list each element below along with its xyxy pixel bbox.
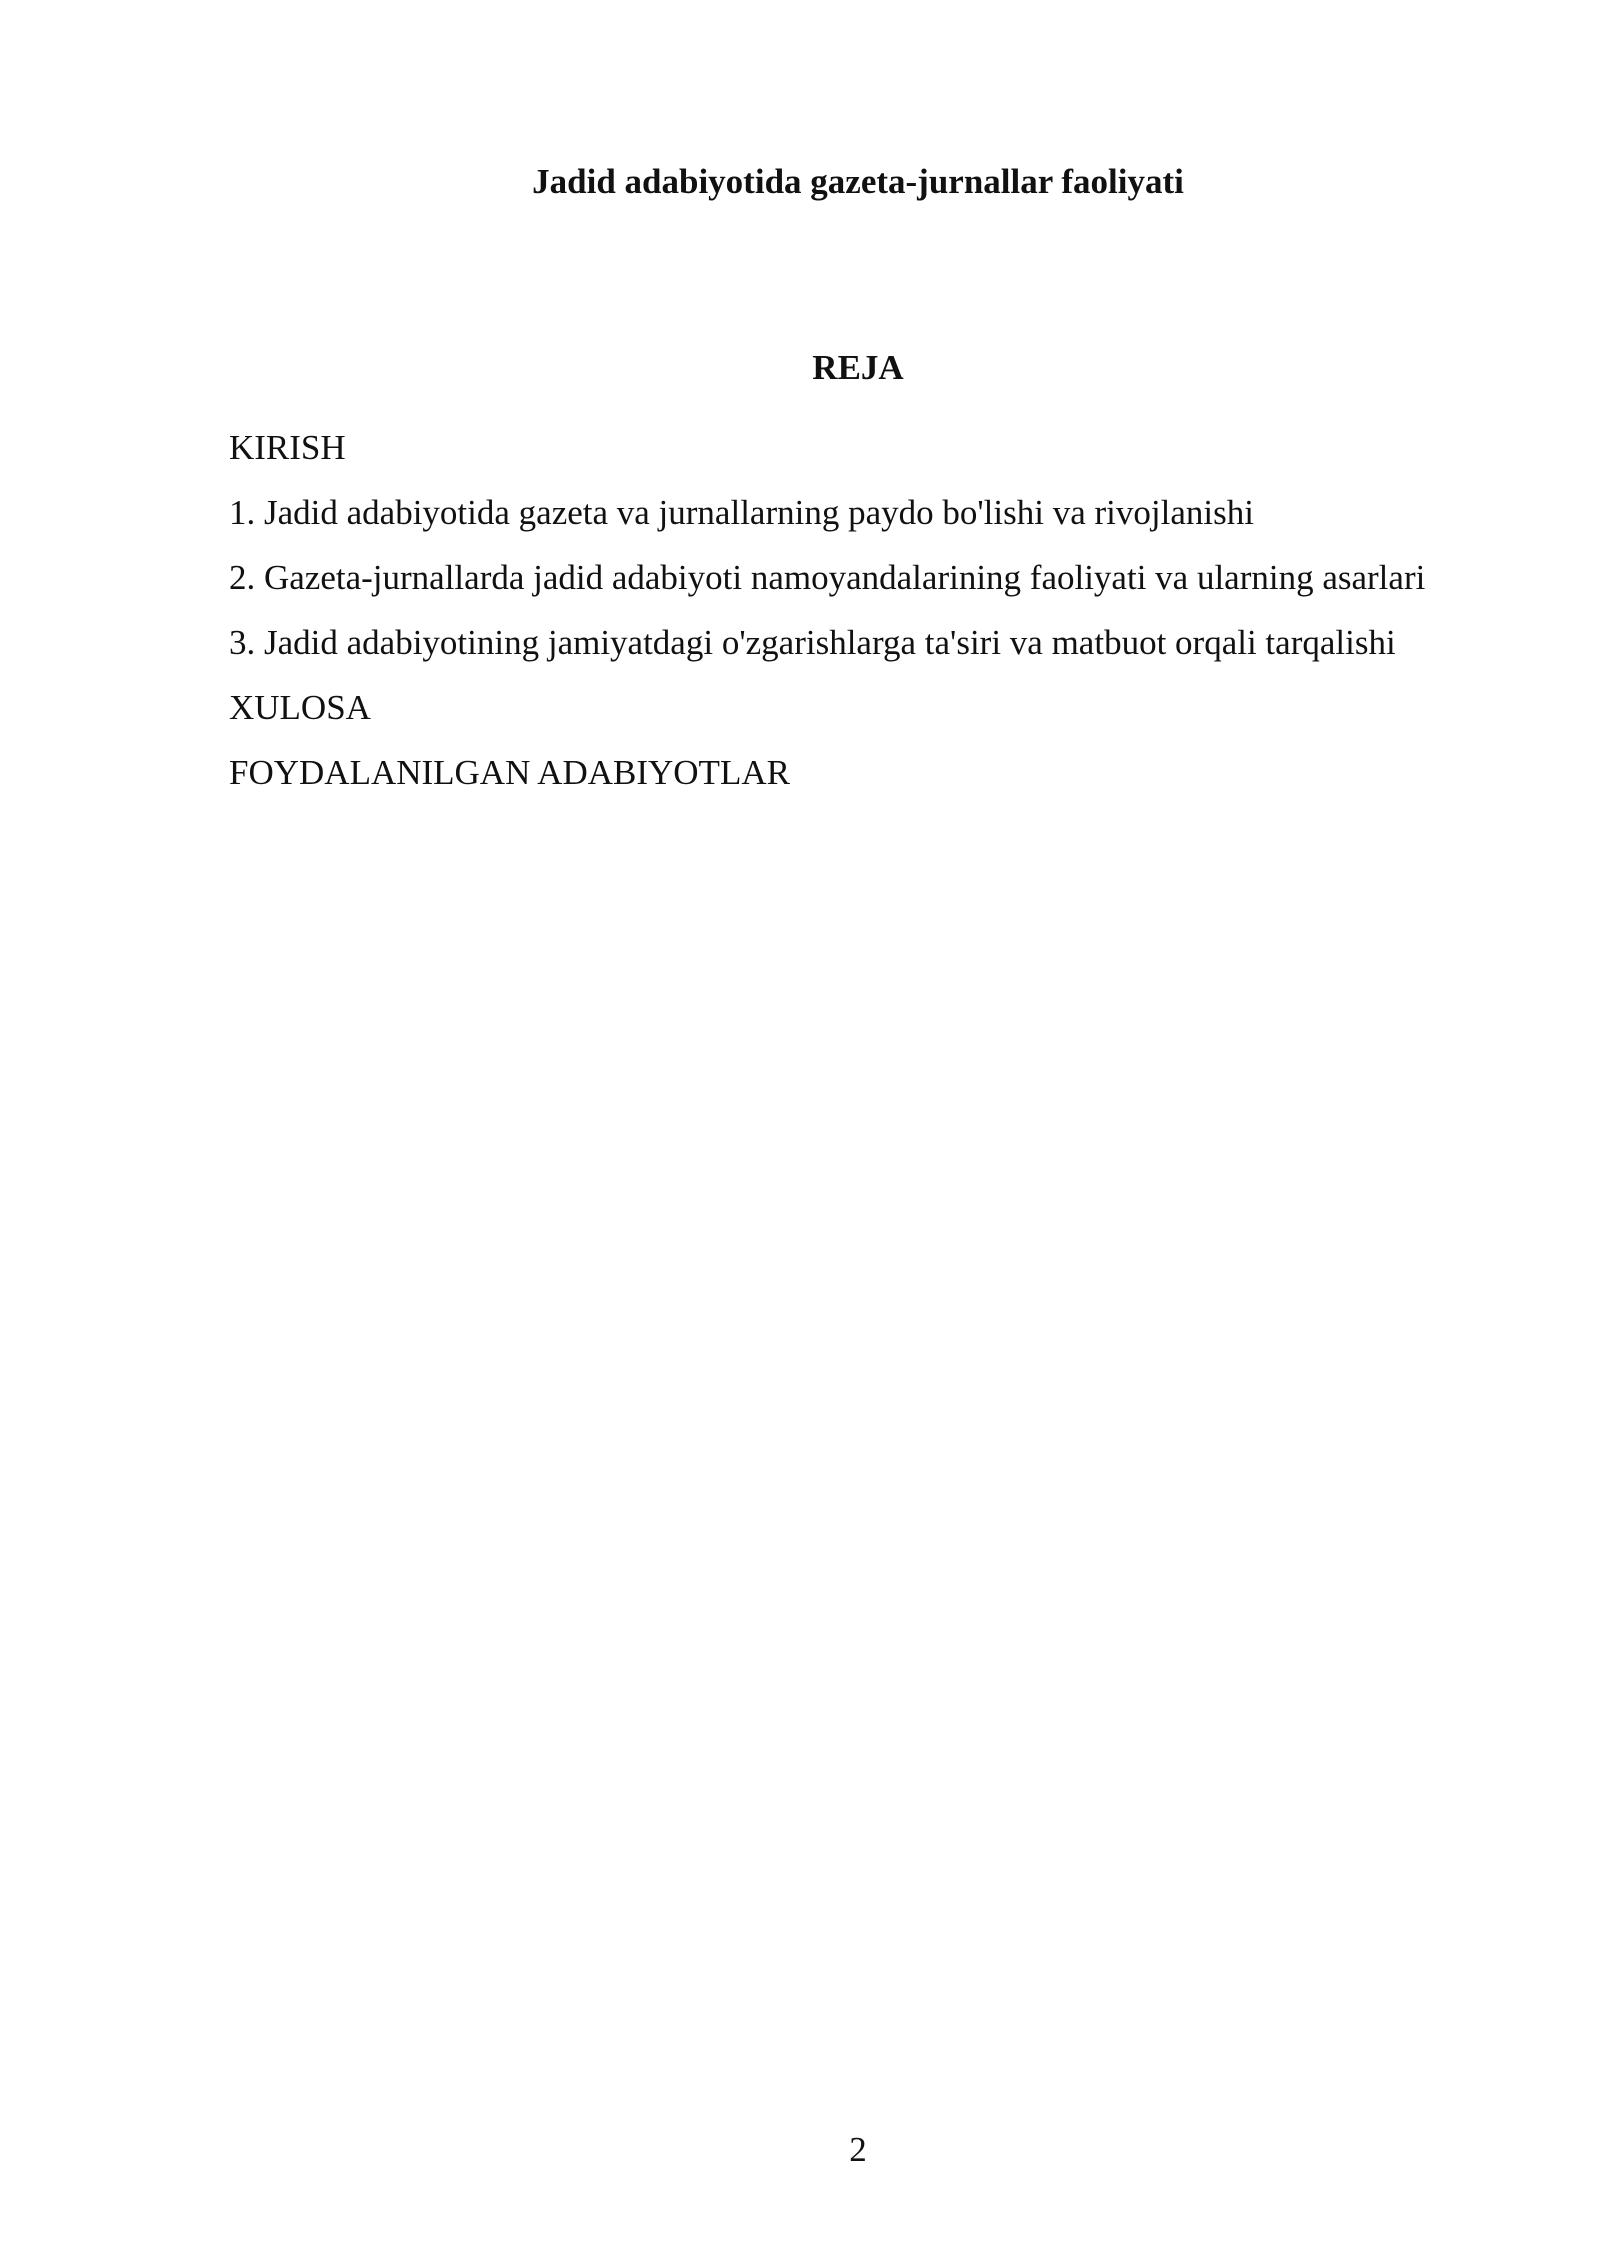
document-title: Jadid adabiyotida gazeta-jurnallar faoliyati: [532, 162, 1184, 201]
plan-item-introduction: KIRISH: [229, 428, 346, 467]
plan-item-conclusion: XULOSA: [229, 688, 371, 727]
plan-item-3: 3. Jadid adabiyotining jamiyatdagi o'zgarishlarga ta'siri va matbuot orqali tarqalishi: [229, 623, 1396, 662]
plan-item-references: FOYDALANILGAN ADABIYOTLAR: [229, 753, 790, 792]
plan-heading: REJA: [812, 348, 904, 387]
page-number: 2: [849, 2130, 867, 2169]
plan-list: [229, 420, 1499, 810]
plan-item-2: 2. Gazeta-jurnallarda jadid adabiyoti namoyandalarining faoliyati va ularning asarlari: [229, 558, 1426, 597]
plan-item-1: 1. Jadid adabiyotida gazeta va jurnallarning paydo bo'lishi va rivojlanishi: [229, 493, 1254, 532]
